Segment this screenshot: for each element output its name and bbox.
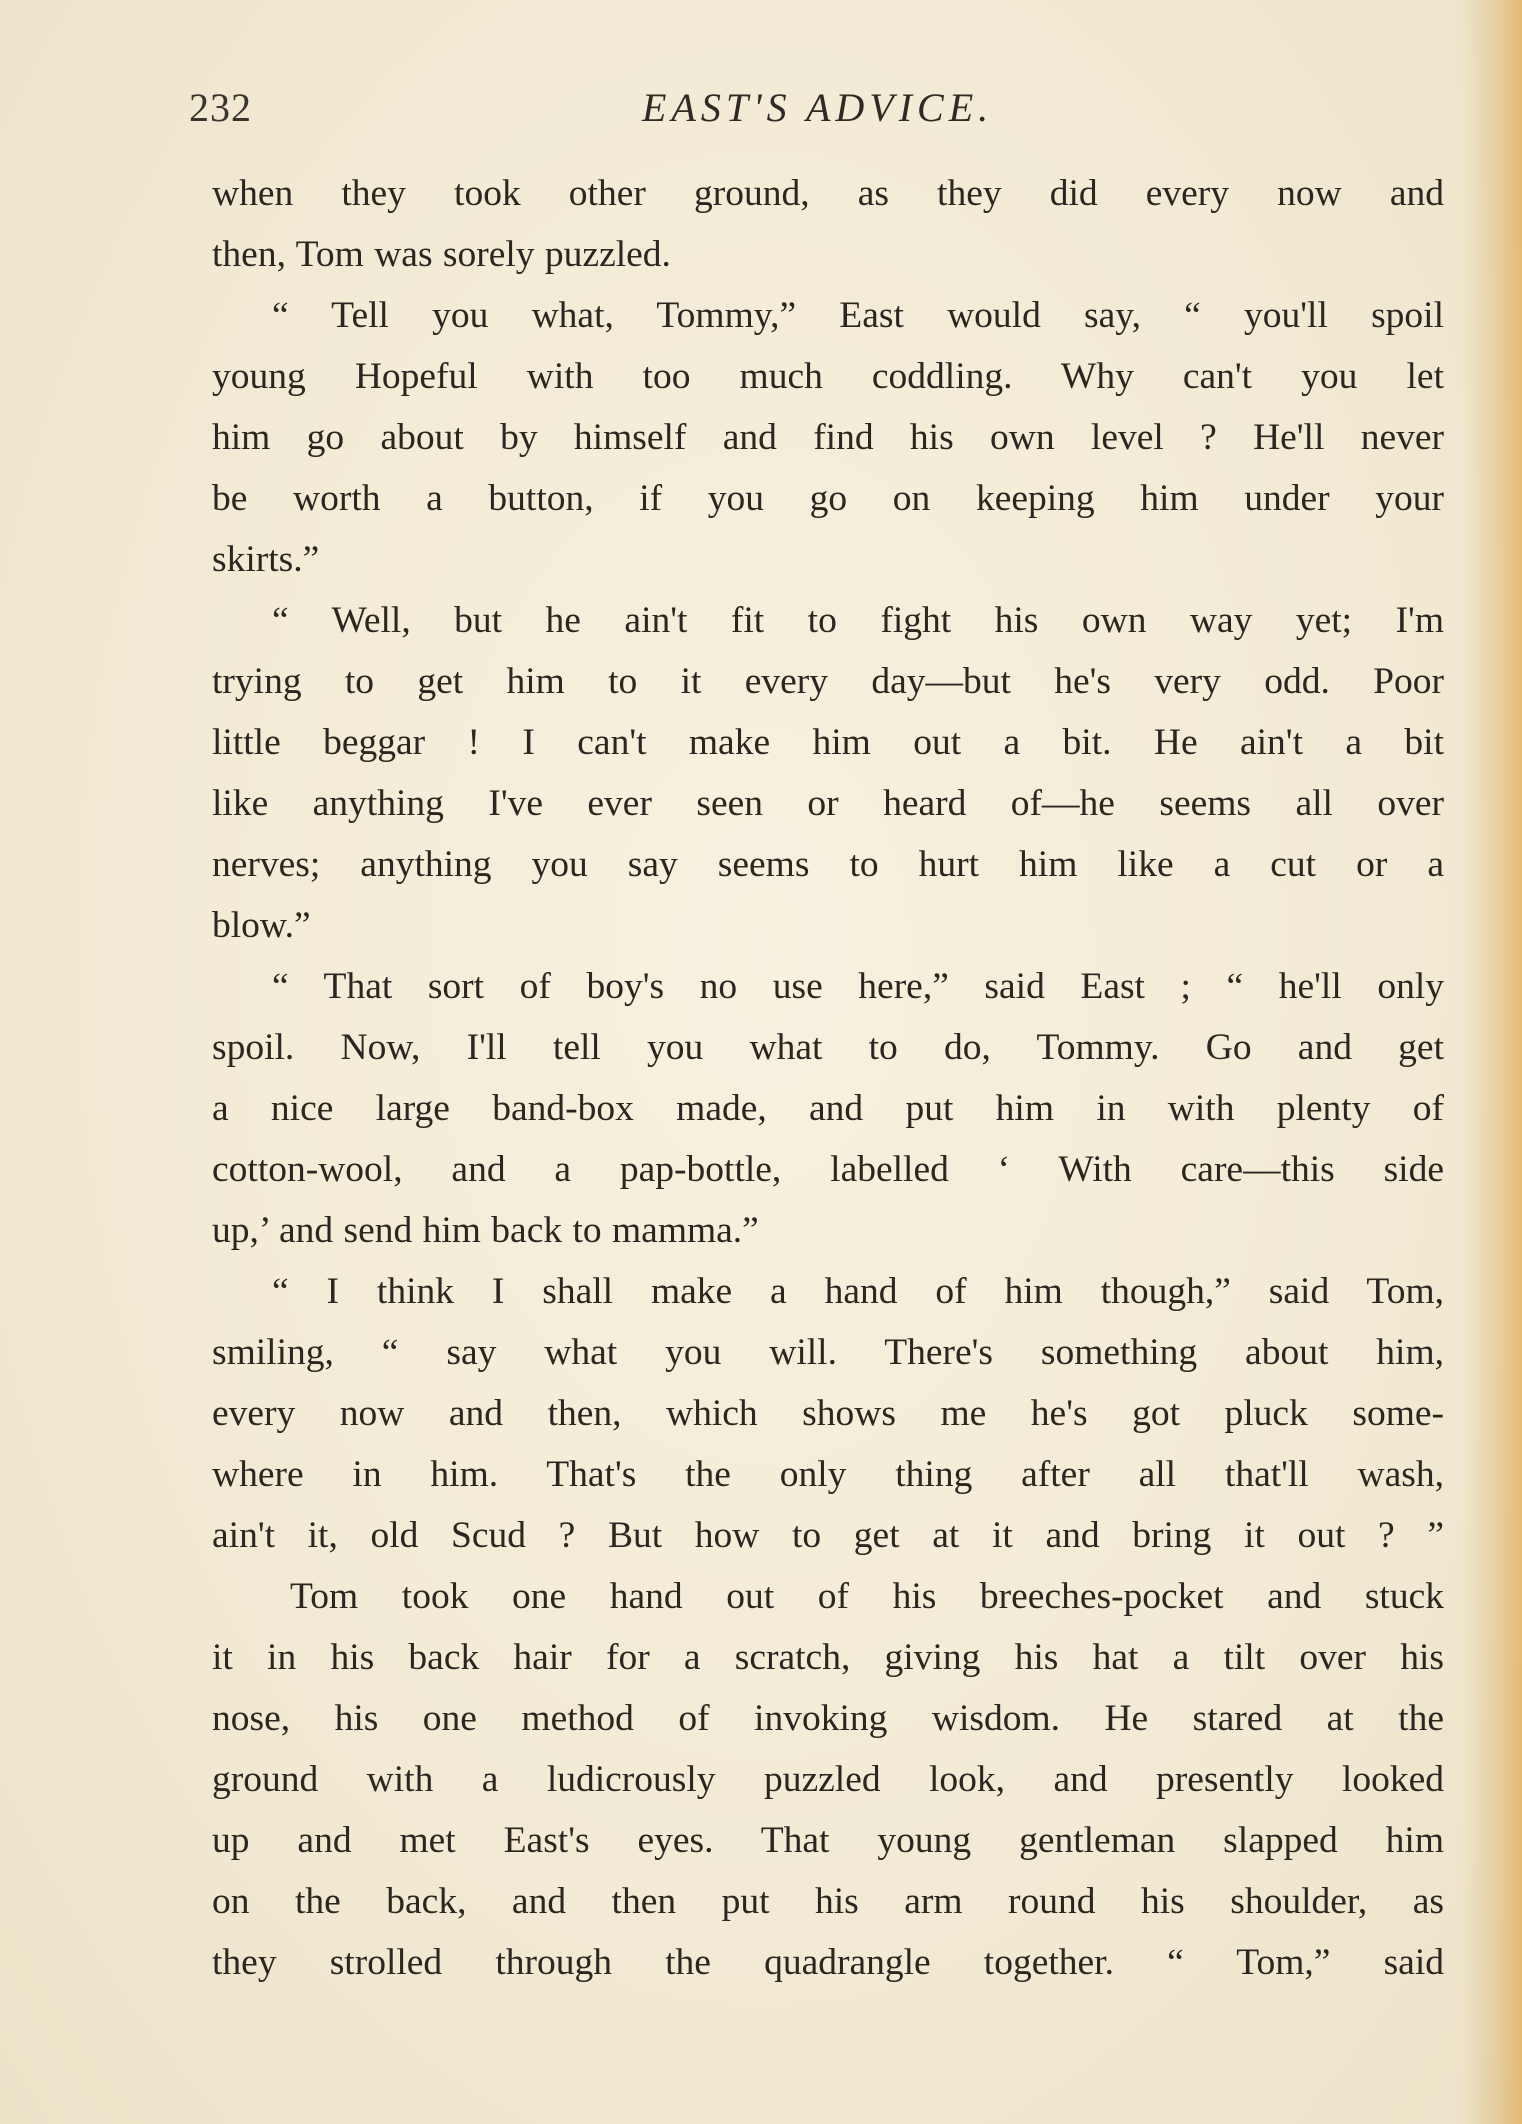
text-line: be worth a button, if you go on keeping him under your xyxy=(212,478,1444,519)
text-line: up,’ and send him back to mamma.” xyxy=(212,1210,759,1251)
text-line: then, Tom was sorely puzzled. xyxy=(212,234,671,275)
text-line: every now and then, which shows me he's got pluck some- xyxy=(212,1393,1444,1434)
text-line: spoil. Now, I'll tell you what to do, Tommy. Go and get xyxy=(212,1027,1444,1068)
text-line: blow.” xyxy=(212,905,311,946)
text-line: nerves; anything you say seems to hurt him like a cut or a xyxy=(212,844,1444,885)
text-line: skirts.” xyxy=(212,539,320,580)
text-line: “ That sort of boy's no use here,” said East ; “ he'll only xyxy=(272,966,1444,1007)
text-line: they strolled through the quadrangle together. “ Tom,” said xyxy=(212,1942,1444,1983)
text-line: trying to get him to it every day—but he's very odd. Poor xyxy=(212,661,1444,702)
text-line: “ I think I shall make a hand of him though,” said Tom, xyxy=(272,1271,1444,1312)
text-line: “ Well, but he ain't fit to fight his own way yet; I'm xyxy=(272,600,1444,641)
page-header xyxy=(0,84,1522,144)
body-text xyxy=(212,163,1444,1993)
text-line: him go about by himself and find his own level ? He'll never xyxy=(212,417,1444,458)
text-line: cotton-wool, and a pap-bottle, labelled ‘ With care—this side xyxy=(212,1149,1444,1190)
text-line: nose, his one method of invoking wisdom. He stared at the xyxy=(212,1698,1444,1739)
text-line: a nice large band-box made, and put him in with plenty of xyxy=(212,1088,1444,1129)
text-line: up and met East's eyes. That young gentleman slapped him xyxy=(212,1820,1444,1861)
text-line: when they took other ground, as they did every now and xyxy=(212,173,1444,214)
text-line: where in him. That's the only thing after all that'll wash, xyxy=(212,1454,1444,1495)
text-line: “ Tell you what, Tommy,” East would say, “ you'll spoil xyxy=(272,295,1444,336)
text-line: ground with a ludicrously puzzled look, and presently looked xyxy=(212,1759,1444,1800)
text-line: little beggar ! I can't make him out a bit. He ain't a bit xyxy=(212,722,1444,763)
text-line: Tom took one hand out of his breeches-pocket and stuck xyxy=(290,1576,1444,1617)
page-number: 232 xyxy=(189,85,252,130)
text-line: on the back, and then put his arm round his shoulder, as xyxy=(212,1881,1444,1922)
text-line: smiling, “ say what you will. There's something about him, xyxy=(212,1332,1444,1373)
text-line: young Hopeful with too much coddling. Why can't you let xyxy=(212,356,1444,397)
text-line: ain't it, old Scud ? But how to get at it and bring it out ? ” xyxy=(212,1515,1444,1556)
text-line: like anything I've ever seen or heard of—he seems all over xyxy=(212,783,1444,824)
text-line: it in his back hair for a scratch, giving his hat a tilt over his xyxy=(212,1637,1444,1678)
running-head: EAST'S ADVICE. xyxy=(642,85,994,130)
